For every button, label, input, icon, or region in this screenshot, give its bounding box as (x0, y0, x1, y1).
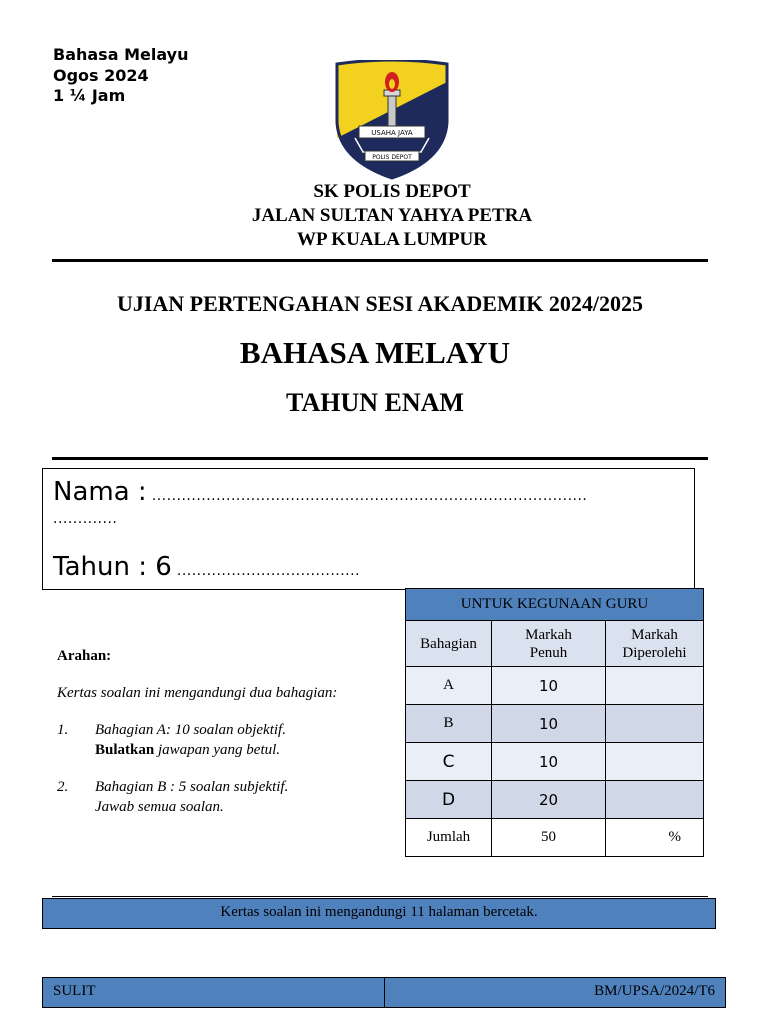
class-row (53, 552, 360, 582)
instruction-rest: jawapan yang betul. (154, 742, 281, 758)
instruction-number: 2. (57, 779, 69, 795)
class-label: Tahun : 6 (53, 552, 172, 582)
col-got-header (606, 621, 704, 667)
col-section-header: Bahagian (406, 621, 492, 667)
header-info (53, 45, 188, 107)
col-full-header (492, 621, 606, 667)
footer-classification: SULIT (53, 983, 96, 999)
col-full-header-line2: Penuh (529, 644, 568, 661)
crest-banner-text: USAHA JAYA (371, 129, 413, 137)
marks-table-title: UNTUK KEGUNAAN GURU (406, 589, 704, 621)
obtained-mark-cell[interactable] (606, 781, 704, 819)
name-field-continuation[interactable]: ............. (53, 511, 118, 527)
table-row (406, 743, 704, 781)
instruction-text: Bahagian A: 10 soalan objektif. (95, 722, 286, 738)
section-cell: C (406, 743, 492, 781)
school-address-1: JALAN SULTAN YAHYA PETRA (251, 205, 533, 226)
obtained-mark-cell[interactable] (606, 743, 704, 781)
name-field[interactable]: ........................................................................................ (151, 488, 588, 504)
col-full-header-line1: Markah (525, 626, 572, 643)
instructions (57, 646, 357, 817)
total-full-mark: 50 (492, 819, 606, 857)
footer-code: BM/UPSA/2024/T6 (594, 983, 715, 999)
section-cell: A (406, 667, 492, 705)
marks-table (405, 588, 704, 857)
school-block (0, 180, 768, 252)
full-mark-cell: 10 (492, 667, 606, 705)
col-got-header-line2: Diperolehi (622, 644, 687, 661)
table-row (406, 705, 704, 743)
instruction-detail (95, 740, 357, 760)
name-label: Nama : (53, 477, 147, 507)
school-name: SK POLIS DEPOT (313, 181, 471, 202)
divider-bottom (52, 457, 708, 460)
divider-top (52, 259, 708, 262)
full-mark-cell: 10 (492, 743, 606, 781)
col-got-header-line1: Markah (631, 626, 678, 643)
instructions-intro: Kertas soalan ini mengandungi dua bahagian: (57, 685, 338, 701)
student-info-box (42, 468, 695, 590)
footer-divider (384, 978, 385, 1007)
table-row (406, 667, 704, 705)
full-mark-cell: 20 (492, 781, 606, 819)
table-row (406, 781, 704, 819)
divider-thin (52, 896, 708, 897)
instruction-emphasis: Bulatkan (95, 742, 155, 758)
instruction-number: 1. (57, 722, 69, 738)
name-row (53, 477, 587, 507)
class-field[interactable]: ..................................... (176, 563, 361, 579)
full-mark-cell: 10 (492, 705, 606, 743)
pages-note: Kertas soalan ini mengandungi 11 halaman bercetak. (42, 898, 716, 929)
obtained-mark-cell[interactable] (606, 705, 704, 743)
school-crest-icon (333, 60, 451, 180)
instructions-label: Arahan: (57, 648, 112, 664)
school-address-2: WP KUALA LUMPUR (297, 229, 487, 250)
instruction-item-2 (57, 777, 357, 817)
table-row-total (406, 819, 704, 857)
exam-subject: BAHASA MELAYU (239, 335, 511, 370)
footer (42, 977, 726, 1008)
instruction-text: Bahagian B : 5 soalan subjektif. (95, 779, 289, 795)
month-line: Ogos 2024 (53, 65, 149, 85)
instruction-detail: Jawab semua soalan. (95, 799, 224, 815)
section-cell: B (406, 705, 492, 743)
section-cell: D (406, 781, 492, 819)
obtained-mark-cell[interactable] (606, 667, 704, 705)
instruction-item-1 (57, 720, 357, 760)
duration-line: 1 ¼ Jam (53, 86, 126, 105)
total-obtained-mark[interactable]: % (606, 819, 704, 857)
total-label: Jumlah (406, 819, 492, 857)
exam-title: UJIAN PERTENGAHAN SESI AKADEMIK 2024/2025 (116, 291, 644, 316)
exam-year: TAHUN ENAM (286, 388, 464, 417)
crest-ribbon-text: POLIS DEPOT (372, 154, 412, 161)
subject-line: Bahasa Melayu (53, 45, 189, 64)
